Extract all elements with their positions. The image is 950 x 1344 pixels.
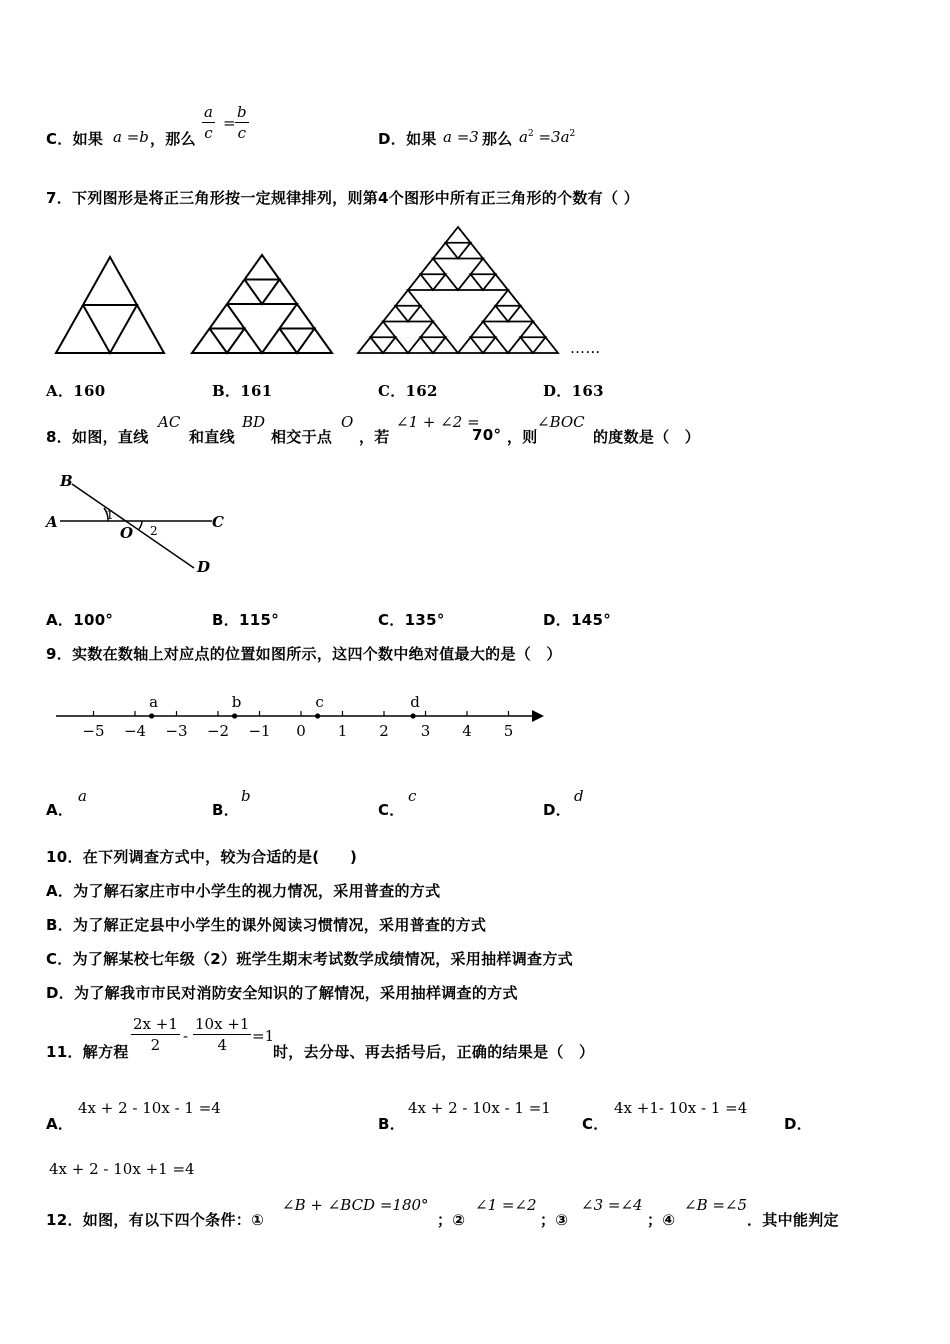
q8-label-b: B xyxy=(60,472,73,490)
q9-tick-label: −3 xyxy=(165,722,188,740)
q8-option-d-label: D． xyxy=(543,611,572,629)
q8-stem-p7: 的度数是（ ） xyxy=(593,428,701,446)
q12-m2: ∠1 =∠2 xyxy=(475,1196,537,1214)
q10-option-b: B．为了解正定县中小学生的课外阅读习惯情况，采用普查的方式 xyxy=(46,916,487,934)
q7-figure-1 xyxy=(54,255,166,355)
q11-stem-p1: 11．解方程 xyxy=(46,1043,129,1061)
q12-stem-p2: ．其中能判定 xyxy=(747,1211,839,1229)
q8-m-o: O xyxy=(341,413,354,431)
q6-d-math1: a =3 xyxy=(443,128,479,146)
q9-point-b xyxy=(232,713,237,718)
q8-stem-p6: ，则 xyxy=(507,428,538,446)
q7-fig3-inner-triangle xyxy=(396,306,421,322)
q8-option-c xyxy=(378,609,445,630)
q6-c-math1: a =b xyxy=(113,128,149,146)
q8-stem-p3: 相交于点 xyxy=(271,428,333,446)
q7-ellipsis: …… xyxy=(570,339,601,357)
q7-option-d xyxy=(543,380,604,401)
q9-tick-label: 0 xyxy=(296,722,306,740)
q9-option-c-label: C． xyxy=(378,801,405,819)
q7-fig3-inner-triangle xyxy=(371,337,396,353)
q9-option-d-text: d xyxy=(574,787,584,805)
q9-option-a xyxy=(46,799,73,820)
q9-point-c xyxy=(315,713,320,718)
q12-sep3: ；④ xyxy=(647,1211,676,1229)
q9-point-label-c: c xyxy=(315,693,324,711)
q9-tick-label: −1 xyxy=(248,722,271,740)
q6-c-text2: ，那么 xyxy=(150,130,196,148)
q6-c-frac-left xyxy=(202,102,215,143)
q9-point-label-b: b xyxy=(231,693,242,711)
q6-d-sup2: 2 xyxy=(569,129,576,139)
q8-option-c-label: C． xyxy=(378,611,405,629)
q7-fig3-inner-triangle xyxy=(421,337,446,353)
q11-option-b-text: 4x + 2 - 10x - 1 =1 xyxy=(408,1099,551,1117)
q6-c-frac-right-num: b xyxy=(237,103,247,121)
q7-option-b-label: B． xyxy=(212,382,241,400)
q8-label-angle2: 2 xyxy=(150,524,158,538)
q9-option-a-label: A． xyxy=(46,801,74,819)
q9-option-d xyxy=(543,799,571,820)
q11-frac2-den: 4 xyxy=(217,1036,227,1054)
q11-option-a-text: 4x + 2 - 10x - 1 =4 xyxy=(78,1099,221,1117)
q6-d-math2 xyxy=(519,128,575,146)
q6-d-label: D． xyxy=(378,130,407,148)
q11-option-a-label: A． xyxy=(46,1115,74,1133)
q7-option-b xyxy=(212,380,273,401)
q9-option-a-text: a xyxy=(78,787,87,805)
q9-tick-label: 1 xyxy=(337,722,348,740)
q6-d-math3: =3a xyxy=(533,128,570,146)
q6-c-eq: = xyxy=(223,114,236,132)
q6-c-frac-left-num: a xyxy=(204,103,213,121)
q7-option-c-label: C． xyxy=(378,382,406,400)
q8-stem-p4: ，若 xyxy=(359,428,390,446)
q8-label-d: D xyxy=(197,558,211,576)
q11-stem-p2: 时，去分母、再去括号后，正确的结果是（ ） xyxy=(273,1043,595,1061)
q11-option-c-label: C． xyxy=(582,1115,609,1133)
q11-frac2-num: 10x +1 xyxy=(195,1015,250,1033)
q8-stem-p5: 70° xyxy=(472,426,502,444)
q8-label-c: C xyxy=(212,513,224,531)
q12-m4: ∠B =∠5 xyxy=(684,1196,748,1214)
q9-point-d xyxy=(410,713,415,718)
q7-figure-3 xyxy=(356,225,560,355)
q11-option-c-text: 4x +1- 10x - 1 =4 xyxy=(614,1099,748,1117)
q6-option-c xyxy=(46,128,103,149)
q10-option-d: D．为了解我市市民对消防安全知识的了解情况，采用抽样调查的方式 xyxy=(46,984,518,1002)
q7-option-a xyxy=(46,380,105,401)
q10-option-c: C．为了解某校七年级（2）班学生期末考试数学成绩情况，采用抽样调查方式 xyxy=(46,950,573,968)
q8-label-angle1: 1 xyxy=(106,508,114,522)
q9-tick-label: 2 xyxy=(379,722,389,740)
q8-label-a: A xyxy=(46,513,58,531)
q6-d-text1: 如果 xyxy=(406,130,437,148)
q8-option-d-text: 145° xyxy=(571,611,612,629)
q9-option-d-label: D． xyxy=(543,801,572,819)
q9-option-c-text: c xyxy=(408,787,417,805)
q9-option-b-label: B． xyxy=(212,801,240,819)
q6-d-math2-base: a xyxy=(519,128,528,146)
q7-fig3-inner-triangle xyxy=(496,306,521,322)
q9-option-c xyxy=(378,799,405,820)
q9-tick-label: −5 xyxy=(82,722,105,740)
q7-fig3-inner-triangle xyxy=(446,243,471,259)
q11-frac1-den: 2 xyxy=(150,1036,161,1054)
q12-sep2: ；③ xyxy=(540,1211,569,1229)
q8-figure xyxy=(44,468,234,578)
q9-tick-label: 3 xyxy=(420,722,431,740)
q6-option-d xyxy=(378,128,437,149)
q12-m1: ∠B + ∠BCD =180° xyxy=(282,1196,429,1214)
q7-fig3-inner-triangle xyxy=(471,337,496,353)
q8-m-boc: ∠BOC xyxy=(537,413,585,431)
q9-tick-label: 5 xyxy=(503,722,514,740)
q9-tick-label: −4 xyxy=(123,722,147,740)
q9-tick-label: 4 xyxy=(462,722,472,740)
q7-fig3-inner-triangle xyxy=(471,274,496,290)
q12-sep1: ；② xyxy=(437,1211,466,1229)
q7-option-d-label: D． xyxy=(543,382,572,400)
q6-c-label: C． xyxy=(46,130,73,148)
q8-option-d xyxy=(543,609,611,630)
q11-option-d-text: 4x + 2 - 10x +1 =4 xyxy=(49,1160,195,1178)
q7-option-c xyxy=(378,380,438,401)
q7-option-b-text: 161 xyxy=(240,382,273,400)
q7-fig3-inner-triangle xyxy=(421,274,446,290)
q12-stem-p1: 12．如图，有以下四个条件：① xyxy=(46,1211,265,1229)
q8-m-bd: BD xyxy=(242,413,266,431)
q7-option-d-text: 163 xyxy=(571,382,604,400)
q8-stem-p1: 8．如图，直线 xyxy=(46,428,149,446)
q8-m-angles: ∠1 + ∠2 = xyxy=(396,413,480,431)
q11-frac2 xyxy=(193,1014,251,1055)
q8-option-a-text: 100° xyxy=(73,611,114,629)
q9-point-label-d: d xyxy=(410,693,420,711)
q6-d-text2: 那么 xyxy=(482,130,513,148)
q6-c-frac-right xyxy=(235,102,249,143)
q12-m3: ∠3 =∠4 xyxy=(581,1196,643,1214)
q7-option-c-text: 162 xyxy=(405,382,438,400)
q8-option-b-text: 115° xyxy=(239,611,280,629)
q7-figure-2 xyxy=(190,253,334,355)
q11-eq: =1 xyxy=(252,1027,275,1045)
q8-option-b-label: B． xyxy=(212,611,240,629)
q6-c-frac-right-den: c xyxy=(237,124,246,142)
q9-stem: 9．实数在数轴上对应点的位置如图所示，这四个数中绝对值最大的是（ ） xyxy=(46,645,562,663)
q7-fig1-inner-triangle xyxy=(83,305,137,353)
q9-point-a xyxy=(149,713,154,718)
q8-option-b xyxy=(212,609,279,630)
q9-axis-arrow xyxy=(532,710,544,722)
q9-point-label-a: a xyxy=(149,693,159,711)
q7-option-a-text: 160 xyxy=(73,382,106,400)
q8-label-o: O xyxy=(120,524,134,542)
q9-number-line xyxy=(50,685,550,755)
q9-option-b-text: b xyxy=(241,787,251,805)
q6-c-text1: 如果 xyxy=(72,130,104,148)
q8-option-a-label: A． xyxy=(46,611,74,629)
q11-option-b-label: B． xyxy=(378,1115,406,1133)
q9-tick-label: −2 xyxy=(206,722,230,740)
q8-stem-p2: 和直线 xyxy=(189,428,235,446)
q6-d-sup1: 2 xyxy=(527,129,534,139)
q7-option-a-label: A． xyxy=(46,382,74,400)
q7-fig3-inner-triangle xyxy=(521,337,546,353)
q10-option-a: A．为了解石家庄市中小学生的视力情况，采用普查的方式 xyxy=(46,882,441,900)
q8-option-a xyxy=(46,609,113,630)
q11-frac1 xyxy=(131,1014,180,1055)
q6-c-frac-left-den: c xyxy=(204,124,213,142)
q8-m-ac: AC xyxy=(158,413,181,431)
q11-minus: - xyxy=(183,1027,189,1045)
q10-stem: 10．在下列调查方式中，较为合适的是( ) xyxy=(46,848,358,866)
q11-frac1-num: 2x +1 xyxy=(133,1015,178,1033)
q9-option-b xyxy=(212,799,239,820)
q8-option-c-text: 135° xyxy=(404,611,445,629)
q11-option-d-label: D． xyxy=(784,1115,813,1133)
q7-stem: 7．下列图形是将正三角形按一定规律排列，则第4个图形中所有正三角形的个数有（ ） xyxy=(46,189,640,207)
